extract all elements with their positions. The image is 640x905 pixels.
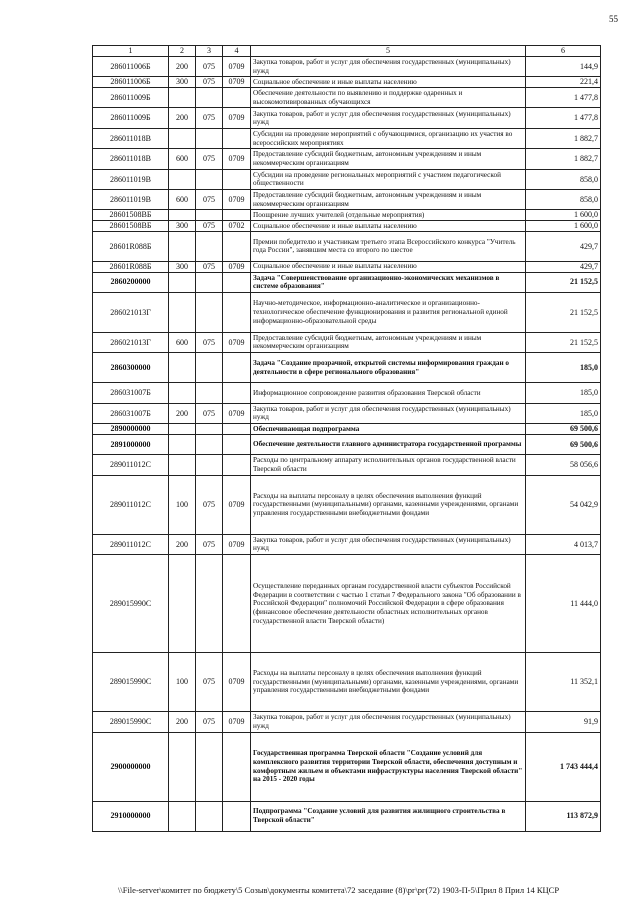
department-cell (196, 383, 223, 403)
kbk-code-cell: 286031007Б (93, 383, 169, 403)
department-cell: 075 (196, 653, 223, 712)
department-cell (196, 555, 223, 653)
expense-type-cell: 300 (169, 261, 196, 272)
expense-type-cell (169, 353, 196, 383)
kbk-code-cell: 2900000000 (93, 732, 169, 801)
expense-type-cell: 600 (169, 149, 196, 169)
amount-cell: 144,9 (526, 57, 601, 77)
amount-cell: 69 500,6 (526, 434, 601, 454)
table-row (93, 403, 601, 423)
amount-cell: 1 600,0 (526, 221, 601, 232)
kbk-code-cell: 2860200000 (93, 272, 169, 292)
column-header: 5 (251, 46, 526, 57)
kbk-code-cell: 286011009Б (93, 88, 169, 108)
amount-cell: 54 042,9 (526, 475, 601, 534)
kbk-code-cell: 286011009Б (93, 108, 169, 128)
table-row (93, 231, 601, 261)
department-cell: 075 (196, 108, 223, 128)
expense-type-cell: 600 (169, 190, 196, 210)
table-row (93, 332, 601, 352)
section-cell (223, 434, 251, 454)
department-cell (196, 88, 223, 108)
kbk-code-cell: 286021013Г (93, 292, 169, 332)
department-cell (196, 210, 223, 221)
page-number: 55 (609, 14, 618, 24)
expense-type-cell: 200 (169, 534, 196, 554)
department-cell: 075 (196, 57, 223, 77)
expense-type-cell (169, 801, 196, 831)
table-row (93, 169, 601, 189)
expense-type-cell (169, 555, 196, 653)
kbk-code-cell: 286031007Б (93, 403, 169, 423)
column-header: 1 (93, 46, 169, 57)
file-path-footer: \\File-server\комитет по бюджету\5 Созыв\документы комитета\72 заседание (8)\рг\рг(72) 1903-П-5\Прил 8 Прил 14 КЦСР (118, 885, 560, 895)
amount-cell: 1 477,8 (526, 108, 601, 128)
department-cell: 075 (196, 149, 223, 169)
amount-cell: 1 882,7 (526, 128, 601, 148)
table-row (93, 455, 601, 475)
amount-cell: 185,0 (526, 403, 601, 423)
section-cell (223, 88, 251, 108)
section-cell (223, 353, 251, 383)
kbk-code-cell: 286011006Б (93, 57, 169, 77)
expense-type-cell (169, 383, 196, 403)
description-cell: Научно-методическое, информационно-аналитическое и организационно-технологическое обеспечение функционирования и развития региональной единой информационно-образовательной среды (251, 292, 526, 332)
amount-cell: 11 352,1 (526, 653, 601, 712)
kbk-code-cell: 289015990С (93, 555, 169, 653)
expense-type-cell: 100 (169, 475, 196, 534)
description-cell: Закупка товаров, работ и услуг для обеспечения государственных (муниципальных) нужд (251, 108, 526, 128)
description-cell: Задача "Создание прозрачной, открытой системы информирования граждан о деятельности в сфере регионального образования" (251, 353, 526, 383)
section-cell: 0709 (223, 403, 251, 423)
column-header: 6 (526, 46, 601, 57)
table-row (93, 653, 601, 712)
department-cell (196, 272, 223, 292)
kbk-code-cell: 289011012С (93, 534, 169, 554)
department-cell (196, 801, 223, 831)
expense-type-cell: 200 (169, 108, 196, 128)
table-row (93, 434, 601, 454)
kbk-code-cell: 289011012С (93, 455, 169, 475)
column-header: 3 (196, 46, 223, 57)
section-cell: 0709 (223, 534, 251, 554)
description-cell: Закупка товаров, работ и услуг для обеспечения государственных (муниципальных) нужд (251, 57, 526, 77)
section-cell: 0709 (223, 261, 251, 272)
kbk-code-cell: 286011006Б (93, 77, 169, 88)
expense-type-cell (169, 169, 196, 189)
expense-type-cell: 300 (169, 221, 196, 232)
department-cell: 075 (196, 712, 223, 732)
section-cell (223, 455, 251, 475)
expense-type-cell (169, 210, 196, 221)
amount-cell: 11 444,0 (526, 555, 601, 653)
department-cell (196, 732, 223, 801)
department-cell: 075 (196, 77, 223, 88)
expense-type-cell (169, 128, 196, 148)
table-row (93, 128, 601, 148)
department-cell: 075 (196, 190, 223, 210)
description-cell: Обеспечивающая подпрограмма (251, 424, 526, 435)
section-cell (223, 801, 251, 831)
department-cell: 075 (196, 534, 223, 554)
table-row (93, 353, 601, 383)
kbk-code-cell: 289011012С (93, 475, 169, 534)
section-cell (223, 424, 251, 435)
amount-cell: 21 152,5 (526, 292, 601, 332)
description-cell: Задача "Совершенствование организационно-экономических механизмов в системе образования" (251, 272, 526, 292)
department-cell (196, 434, 223, 454)
department-cell (196, 128, 223, 148)
table-row (93, 424, 601, 435)
description-cell: Поощрение лучших учителей (отдельные мероприятия) (251, 210, 526, 221)
department-cell: 075 (196, 221, 223, 232)
table-row (93, 88, 601, 108)
expense-type-cell: 200 (169, 712, 196, 732)
section-cell (223, 128, 251, 148)
section-cell: 0709 (223, 149, 251, 169)
section-cell: 0709 (223, 57, 251, 77)
section-cell (223, 732, 251, 801)
section-cell: 0709 (223, 653, 251, 712)
amount-cell: 113 872,9 (526, 801, 601, 831)
amount-cell: 4 013,7 (526, 534, 601, 554)
kbk-code-cell: 2910000000 (93, 801, 169, 831)
description-cell: Предоставление субсидий бюджетным, автономным учреждениям и иным некоммерческим организациям (251, 190, 526, 210)
amount-cell: 21 152,5 (526, 272, 601, 292)
expense-type-cell (169, 88, 196, 108)
section-cell (223, 169, 251, 189)
expense-type-cell: 200 (169, 403, 196, 423)
description-cell: Предоставление субсидий бюджетным, автономным учреждениям и иным некоммерческим организациям (251, 149, 526, 169)
kbk-code-cell: 286011019В (93, 169, 169, 189)
table-row (93, 149, 601, 169)
amount-cell: 858,0 (526, 190, 601, 210)
table-row (93, 108, 601, 128)
description-cell: Подпрограмма "Создание условий для развития жилищного строительства в Тверской области" (251, 801, 526, 831)
table-row (93, 221, 601, 232)
table-header-row (93, 46, 601, 57)
description-cell: Социальное обеспечение и иные выплаты населению (251, 221, 526, 232)
table-row (93, 292, 601, 332)
description-cell: Осуществление переданных органам государственной власти субъектов Российской Федерации в соответствии с частью 1 статьи 7 Федерального закона "Об образовании в Российской Федерации" полномочий Российской Федерации в сфере образования (финансовое обеспечение деятельности областных исполнительных органов государственной власти Тверской области) (251, 555, 526, 653)
table-row (93, 272, 601, 292)
amount-cell: 58 056,6 (526, 455, 601, 475)
description-cell: Расходы на выплаты персоналу в целях обеспечения выполнения функций государственными (муниципальными) органами, казенными учреждениями, органами управления государственными внебюджетными фондами (251, 653, 526, 712)
table-row (93, 712, 601, 732)
kbk-code-cell: 286011018В (93, 149, 169, 169)
section-cell (223, 272, 251, 292)
description-cell: Субсидии на проведение региональных мероприятий с участием педагогической общественности (251, 169, 526, 189)
amount-cell: 21 152,5 (526, 332, 601, 352)
kbk-code-cell: 2860300000 (93, 353, 169, 383)
amount-cell: 1 882,7 (526, 149, 601, 169)
table-row (93, 801, 601, 831)
amount-cell: 91,9 (526, 712, 601, 732)
section-cell (223, 210, 251, 221)
description-cell: Закупка товаров, работ и услуг для обеспечения государственных (муниципальных) нужд (251, 403, 526, 423)
expense-type-cell (169, 455, 196, 475)
department-cell (196, 455, 223, 475)
amount-cell: 1 600,0 (526, 210, 601, 221)
column-header: 2 (169, 46, 196, 57)
amount-cell: 1 477,8 (526, 88, 601, 108)
expense-type-cell: 600 (169, 332, 196, 352)
amount-cell: 69 500,6 (526, 424, 601, 435)
table-row (93, 57, 601, 77)
kbk-code-cell: 28601508ВБ (93, 221, 169, 232)
section-cell: 0709 (223, 332, 251, 352)
expense-type-cell (169, 272, 196, 292)
expense-type-cell (169, 292, 196, 332)
table-row (93, 261, 601, 272)
department-cell (196, 231, 223, 261)
table-row (93, 732, 601, 801)
table-row (93, 534, 601, 554)
kbk-code-cell: 289015990С (93, 653, 169, 712)
table-row (93, 475, 601, 534)
description-cell: Расходы по центральному аппарату исполнительных органов государственной власти Тверской области (251, 455, 526, 475)
description-cell: Предоставление субсидий бюджетным, автономным учреждениям и иным некоммерческим организациям (251, 332, 526, 352)
table-row (93, 555, 601, 653)
amount-cell: 221,4 (526, 77, 601, 88)
description-cell: Информационное сопровождение развития образования Тверской области (251, 383, 526, 403)
department-cell: 075 (196, 403, 223, 423)
section-cell (223, 231, 251, 261)
expense-type-cell: 200 (169, 57, 196, 77)
kbk-code-cell: 286011019В (93, 190, 169, 210)
kbk-code-cell: 28601508ВБ (93, 210, 169, 221)
description-cell: Субсидии на проведение мероприятий с обучающимися, организацию их участия во всероссийских мероприятиях (251, 128, 526, 148)
table-row (93, 210, 601, 221)
expense-type-cell (169, 434, 196, 454)
section-cell (223, 292, 251, 332)
kbk-code-cell: 2890000000 (93, 424, 169, 435)
description-cell: Премии победителю и участникам третьего этапа Всероссийского конкурса "Учитель года России", занявшим места со второго по шестое (251, 231, 526, 261)
section-cell: 0709 (223, 475, 251, 534)
kbk-code-cell: 28601R088Б (93, 231, 169, 261)
department-cell (196, 424, 223, 435)
expense-type-cell (169, 732, 196, 801)
kbk-code-cell: 289015990С (93, 712, 169, 732)
kbk-code-cell: 28601R088Б (93, 261, 169, 272)
section-cell: 0709 (223, 190, 251, 210)
description-cell: Расходы на выплаты персоналу в целях обеспечения выполнения функций государственными (муниципальными) органами, казенными учреждениями, органами управления государственными внебюджетными фондами (251, 475, 526, 534)
kbk-code-cell: 2891000000 (93, 434, 169, 454)
description-cell: Социальное обеспечение и иные выплаты населению (251, 261, 526, 272)
kbk-code-cell: 286011018В (93, 128, 169, 148)
department-cell: 075 (196, 261, 223, 272)
department-cell: 075 (196, 475, 223, 534)
description-cell: Обеспечение деятельности по выявлению и поддержке одаренных и высокомотивированных обучающихся (251, 88, 526, 108)
section-cell: 0709 (223, 77, 251, 88)
budget-table (92, 45, 601, 832)
department-cell (196, 292, 223, 332)
expense-type-cell (169, 231, 196, 261)
amount-cell: 429,7 (526, 261, 601, 272)
kbk-code-cell: 286021013Г (93, 332, 169, 352)
amount-cell: 185,0 (526, 383, 601, 403)
table-row (93, 383, 601, 403)
department-cell (196, 353, 223, 383)
table-row (93, 190, 601, 210)
amount-cell: 858,0 (526, 169, 601, 189)
expense-type-cell: 300 (169, 77, 196, 88)
section-cell: 0709 (223, 108, 251, 128)
section-cell: 0709 (223, 712, 251, 732)
description-cell: Обеспечение деятельности главного администратора государственной программы (251, 434, 526, 454)
section-cell (223, 383, 251, 403)
table-row (93, 77, 601, 88)
amount-cell: 1 743 444,4 (526, 732, 601, 801)
description-cell: Государственная программа Тверской области "Создание условий для комплексного развития территории Тверской области, обеспечения доступным и комфортным жильем и объектами инфраструктуры населения Тверской области" на 2015 - 2020 годы (251, 732, 526, 801)
description-cell: Социальное обеспечение и иные выплаты населению (251, 77, 526, 88)
expense-type-cell: 100 (169, 653, 196, 712)
department-cell (196, 169, 223, 189)
department-cell: 075 (196, 332, 223, 352)
column-header: 4 (223, 46, 251, 57)
section-cell: 0702 (223, 221, 251, 232)
amount-cell: 185,0 (526, 353, 601, 383)
amount-cell: 429,7 (526, 231, 601, 261)
section-cell (223, 555, 251, 653)
description-cell: Закупка товаров, работ и услуг для обеспечения государственных (муниципальных) нужд (251, 534, 526, 554)
description-cell: Закупка товаров, работ и услуг для обеспечения государственных (муниципальных) нужд (251, 712, 526, 732)
expense-type-cell (169, 424, 196, 435)
